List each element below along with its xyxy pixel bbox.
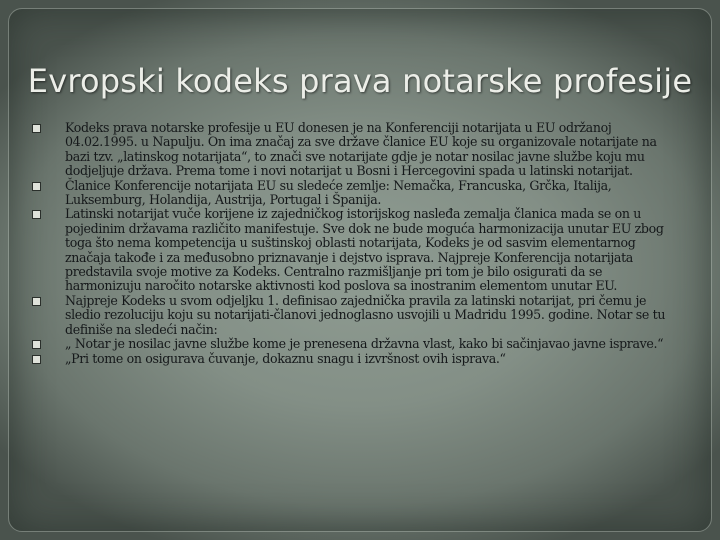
square-bullet-icon: [32, 210, 41, 219]
bullet-text: Članice Konferencije notarijata EU su sledeće zemlje: Nemačka, Francuska, Grčka, Italija, Luksemburg, Holandija, Austrija, Portugal i Španija.: [65, 177, 612, 208]
bullet-text: Latinski notarijat vuče korijene iz zajedničkog istorijskog nasleđa zemalja članica mada se on u pojedinim državama različito manifestuje. Sve dok ne bude moguća harmonizacija unutar EU zbog toga što nema kompetencija u suštinskoj oblasti notarijata, Kodeks je od sasvim elementarnog značaja takođe i za međusobno priznavanje i dejstvo isprava. Najpreje Konferencija notarijata predstavila svoje motive za Kodeks. Centralno razmišljanje pri tom je bilo osigurati da se harmonizuju naročito notarske aktivnosti kod poslova sa inostranim elementom unutar EU.: [65, 206, 664, 294]
bullet-item: [32, 179, 680, 208]
bullet-item: [32, 337, 680, 351]
square-bullet-icon: [32, 182, 41, 191]
square-bullet-icon: [32, 340, 41, 349]
bullet-text: „ Notar je nosilac javne službe kome je prenesena državna vlast, kako bi sačinjavao javne isprave.“: [65, 336, 664, 352]
bullet-text: Kodeks prava notarske profesije u EU donesen je na Konferenciji notarijata u EU održanoj 04.02.1995. u Napulju. On ima značaj za sve države članice EU koje su organizovale notarijate na bazi tzv. „latinskog notarijata“, to znači sve notarijate gdje je notar nosilac javne službe koju mu dodjeljuje država. Prema tome i novi notarijat u Bosni i Hercegovini spada u latinski notarijat.: [65, 120, 657, 179]
square-bullet-icon: [32, 355, 41, 364]
square-bullet-icon: [32, 124, 41, 133]
bullet-item: [32, 294, 680, 337]
bullet-text: „Pri tome on osigurava čuvanje, dokaznu snagu i izvršnost ovih isprava.“: [65, 350, 506, 366]
bullet-text: Najpreje Kodeks u svom odjeljku 1. definisao zajednička pravila za latinski notarijat, pri čemu je sledio rezoluciju koju su notarijati-članovi jednoglasno usvojili u Madridu 1995. godine. Notar se tu definiše na sledeći način:: [65, 292, 666, 337]
bullet-item: [32, 352, 680, 366]
bullet-item: [32, 207, 680, 293]
square-bullet-icon: [32, 297, 41, 306]
slide-title: Evropski kodeks prava notarske profesije: [27, 62, 693, 100]
bullet-item: [32, 121, 680, 179]
bullet-list: [32, 121, 680, 366]
